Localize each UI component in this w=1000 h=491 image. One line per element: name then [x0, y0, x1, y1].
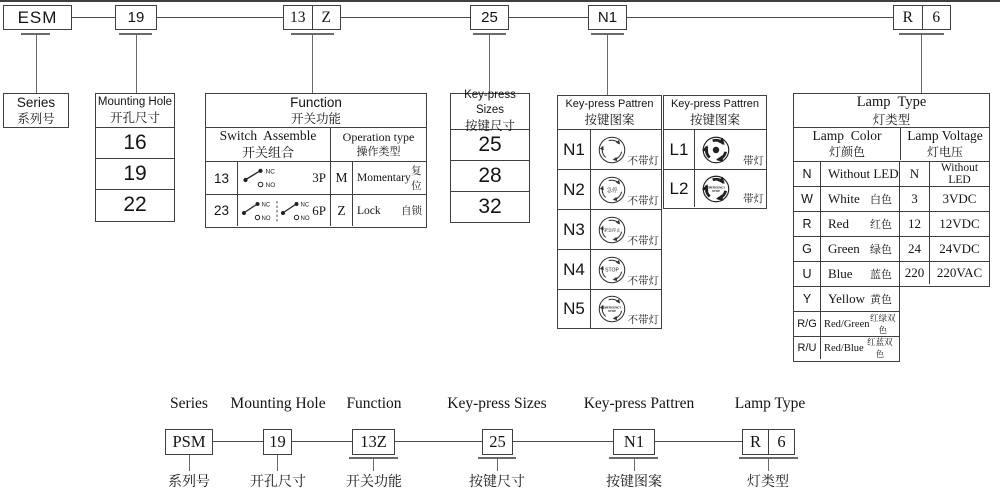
- svg-text:NC: NC: [265, 168, 275, 176]
- lamp-type-header: [794, 94, 989, 128]
- connector-line: [72, 17, 115, 18]
- operation-type-title-zh: 操作类型: [356, 146, 401, 159]
- example-label-pattern: Key-press Pattren: [583, 395, 695, 412]
- pattern-code: N5: [558, 290, 591, 328]
- mounting-option: 22: [123, 193, 147, 216]
- connector-line: [395, 441, 482, 442]
- example-label-series: Series: [170, 395, 208, 412]
- pattern-code: N3: [558, 210, 591, 250]
- pattern-l-title-zh: 按键图案: [689, 112, 740, 127]
- lamp-voltage-title-zh: 灯电压: [926, 144, 963, 159]
- pattern-icon-cell: [591, 250, 661, 290]
- mounting-option: 16: [96, 128, 174, 159]
- keypress-pattern-l-table: [663, 95, 767, 209]
- lamp-color-label: Without LED: [821, 162, 899, 187]
- pattern-code: N1: [558, 130, 591, 170]
- lamp-voltage-value: 24VDC: [930, 237, 989, 262]
- pattern-l-header: [664, 96, 766, 130]
- keypress-sizes-header: [451, 89, 529, 134]
- mounting-hole-title-zh: 开孔尺寸: [109, 110, 160, 125]
- pattern-icon-cell: [591, 130, 661, 170]
- series-table: [3, 93, 69, 128]
- example-zh-series: 系列号: [168, 473, 210, 489]
- drop-line: [634, 459, 635, 471]
- example-zh-mounting: 开孔尺寸: [250, 473, 306, 489]
- svg-text:急停: 急停: [606, 187, 618, 194]
- poles-label: 6P: [312, 203, 326, 218]
- estop-rotate-icon: [595, 213, 629, 247]
- example-box-function: 13Z: [352, 429, 395, 455]
- lamp-color-label: Blue 蓝色: [821, 262, 899, 287]
- svg-text:NC: NC: [261, 202, 271, 208]
- pattern-note: 不带灯: [627, 235, 659, 247]
- svg-text:NO: NO: [300, 215, 310, 222]
- svg-text:STOP: STOP: [712, 188, 720, 193]
- pattern-icon-cell: [591, 290, 661, 328]
- contact-symbol-double-icon: [240, 197, 316, 225]
- lamp-color-code: G: [794, 237, 821, 262]
- operation-type-header: [331, 128, 426, 162]
- connector-line: [213, 441, 263, 442]
- pattern-note: 不带灯: [627, 275, 659, 287]
- example-label-function: Function: [346, 395, 402, 412]
- pattern-code: N4: [558, 250, 591, 290]
- mounting-option: 19: [96, 159, 174, 190]
- example-box-mounting: 19: [263, 429, 292, 455]
- example-label-mounting: Mounting Hole: [230, 395, 326, 412]
- connector-line: [509, 17, 588, 18]
- code-box-lamp: [893, 5, 951, 30]
- code-box-pattern: [588, 5, 627, 30]
- lamp-color-label: Yellow 黄色: [821, 287, 899, 312]
- svg-text:NO: NO: [265, 182, 276, 189]
- example-zh-lamp: 灯类型: [747, 473, 789, 489]
- drop-line: [497, 459, 498, 471]
- lamp-voltage-title-en: Lamp Voltage: [907, 128, 983, 144]
- pattern-icon-cell: [591, 210, 661, 250]
- lamp-voltage-value: 3VDC: [930, 187, 989, 212]
- switch-code: 23: [206, 195, 238, 226]
- mounting-hole-title-en: Mounting Hole: [97, 95, 173, 108]
- drop-line: [277, 455, 278, 471]
- code-box-mounting: [115, 5, 157, 30]
- operation-code: Z: [331, 195, 353, 226]
- estop-rotate-icon: [595, 133, 629, 167]
- drop-line: [373, 459, 374, 471]
- pattern-note: 不带灯: [627, 314, 659, 326]
- svg-text:NC: NC: [300, 202, 310, 208]
- drop-line: [312, 35, 313, 93]
- lamp-voltage-code: 12: [900, 212, 930, 237]
- keypress-sizes-title-en: Key-press Sizes: [464, 89, 516, 117]
- switch-diagram-6p: [238, 195, 331, 226]
- function-title-zh: 开关功能: [290, 112, 341, 127]
- drop-line: [36, 35, 37, 93]
- keypress-sizes-title-zh: 按键尺寸: [464, 119, 515, 134]
- example-box-lamp: [742, 429, 795, 455]
- switch-assemble-title-zh: 开关组合: [241, 144, 294, 160]
- pattern-l-title-en: Key-press Pattren: [670, 98, 760, 111]
- pattern-code: L1: [664, 130, 695, 170]
- switch-assemble-header: [206, 128, 331, 162]
- code-pattern: N1: [597, 9, 618, 26]
- function-table: [205, 93, 427, 228]
- keypress-pattern-n-table: [557, 95, 662, 329]
- svg-text:紧急停止: 紧急停止: [603, 227, 621, 233]
- drop-line: [768, 459, 769, 471]
- top-border-rule: [0, 0, 1000, 2]
- switch-diagram-3p: [238, 162, 331, 195]
- example-zh-function: 开关功能: [346, 473, 402, 489]
- function-header: [206, 94, 426, 128]
- lamp-voltage-subtable: [900, 162, 990, 287]
- estop-rotate-led-dot-icon: [699, 133, 733, 167]
- operation-label-zh: 复位: [411, 165, 422, 192]
- code-box-series: [3, 5, 72, 30]
- operation-label-en: Lock: [357, 204, 381, 217]
- lamp-color-label: Red/Blue 红蓝双色: [824, 337, 893, 359]
- series-title-en: Series: [16, 94, 56, 110]
- pattern-icon-cell: [695, 130, 766, 170]
- estop-rotate-icon: [595, 292, 629, 326]
- switch-assemble-title-en: Switch Assemble: [219, 128, 317, 144]
- connector-line: [513, 441, 613, 442]
- function-title-en: Function: [290, 94, 342, 110]
- operation-label: [353, 195, 426, 226]
- example-label-lamp: Lamp Type: [734, 395, 806, 412]
- operation-label-zh: 自锁: [401, 205, 422, 217]
- example-box-pattern: N1: [613, 429, 655, 455]
- estop-rotate-icon: [595, 253, 629, 287]
- mounting-hole-table: [95, 93, 175, 222]
- lamp-color-code: W: [794, 187, 821, 212]
- lamp-voltage-code: 24: [900, 237, 930, 262]
- lamp-color-title-en: Lamp Color: [812, 128, 882, 144]
- connector-line: [627, 17, 893, 18]
- svg-text:EMERGENCY: EMERGENCY: [602, 305, 622, 310]
- code-function-switch: 13: [284, 6, 313, 29]
- example-box-series: PSM: [165, 429, 213, 455]
- poles-label: 3P: [312, 170, 326, 185]
- svg-text:NO: NO: [261, 215, 271, 222]
- series-title-zh: 系列号: [17, 112, 55, 127]
- lamp-color-title-zh: 灯颜色: [828, 144, 865, 159]
- svg-text:STOP: STOP: [605, 267, 619, 274]
- estop-rotate-led-icon: [699, 172, 733, 206]
- lamp-color-code: R: [794, 212, 821, 237]
- connector-line: [157, 17, 283, 18]
- pattern-code: N2: [558, 170, 591, 210]
- drop-line: [489, 35, 490, 93]
- lamp-type-title-en: Lamp Type: [856, 93, 927, 110]
- lamp-color-subtable: [793, 162, 900, 362]
- size-option: 32: [478, 194, 502, 218]
- code-box-size: [470, 5, 509, 30]
- drop-line: [189, 455, 190, 471]
- svg-text:STOP: STOP: [608, 308, 616, 313]
- pattern-code: L2: [664, 170, 695, 207]
- lamp-color-header: [794, 128, 901, 160]
- switch-code: 13: [206, 162, 238, 195]
- pattern-icon-cell: [695, 170, 766, 207]
- pattern-note: 带灯: [743, 155, 764, 167]
- connector-line: [655, 441, 742, 442]
- example-zh-pattern: 按键图案: [606, 473, 662, 489]
- example-lamp-voltage-code: 6: [777, 432, 786, 451]
- code-series: ESM: [17, 7, 58, 27]
- pattern-icon-cell: [591, 170, 661, 210]
- pattern-note: 不带灯: [627, 195, 659, 207]
- code-function-operation: Z: [321, 8, 331, 26]
- code-box-function: [283, 5, 341, 30]
- lamp-color-label: Green 绿色: [821, 237, 899, 262]
- pattern-n-title-zh: 按键图案: [584, 112, 635, 127]
- operation-type-title-en: Operation type: [342, 129, 415, 144]
- lamp-color-code: R/U: [794, 337, 821, 359]
- lamp-voltage-value: 12VDC: [930, 212, 989, 237]
- drop-line: [607, 35, 608, 95]
- lamp-voltage-value: 220VAC: [936, 265, 983, 280]
- lamp-color-code: N: [794, 162, 821, 187]
- code-lamp-voltage: 6: [932, 8, 941, 26]
- mounting-hole-header: [96, 94, 174, 128]
- lamp-color-label: Red/Green 红绿双色: [821, 312, 899, 337]
- example-zh-size: 按键尺寸: [469, 473, 525, 489]
- lamp-color-code: R/G: [794, 312, 821, 337]
- pattern-n-header: [558, 96, 661, 130]
- estop-rotate-icon: [595, 173, 629, 207]
- operation-code: M: [331, 162, 353, 195]
- pattern-note: 不带灯: [627, 155, 659, 167]
- lamp-voltage-value: Without LED: [930, 162, 989, 187]
- example-box-size: 25: [482, 429, 513, 455]
- operation-label: [353, 162, 426, 195]
- lamp-voltage-code: 3: [900, 187, 930, 212]
- lamp-voltage-code: N: [900, 162, 930, 187]
- pattern-n-title-en: Key-press Pattren: [565, 98, 654, 111]
- connector-line: [292, 441, 352, 442]
- keypress-sizes-table: [450, 89, 530, 223]
- lamp-voltage-code: 220: [900, 262, 930, 284]
- drop-line: [136, 35, 137, 93]
- example-label-size: Key-press Sizes: [447, 395, 547, 412]
- lamp-color-code: U: [794, 262, 821, 287]
- lamp-color-label: White 白色: [821, 187, 899, 212]
- code-size: 25: [481, 9, 498, 26]
- size-option: 28: [451, 161, 529, 192]
- example-lamp-color-code: R: [743, 430, 769, 454]
- lamp-color-code: Y: [794, 287, 821, 312]
- lamp-color-label: Red 红色: [821, 212, 899, 237]
- svg-text:EMERGENCY: EMERGENCY: [706, 185, 726, 190]
- connector-line: [341, 17, 470, 18]
- code-mounting: 19: [127, 9, 145, 26]
- contact-symbol-icon: [241, 164, 301, 192]
- size-option: 25: [451, 130, 529, 161]
- code-lamp-color: R: [894, 6, 923, 29]
- lamp-type-title-zh: 灯类型: [872, 112, 911, 127]
- lamp-voltage-header: [901, 128, 989, 160]
- drop-line: [921, 35, 922, 93]
- operation-label-en: Momentary: [357, 172, 411, 184]
- lamp-type-header-block: [793, 93, 990, 162]
- pattern-note: 带灯: [743, 193, 764, 205]
